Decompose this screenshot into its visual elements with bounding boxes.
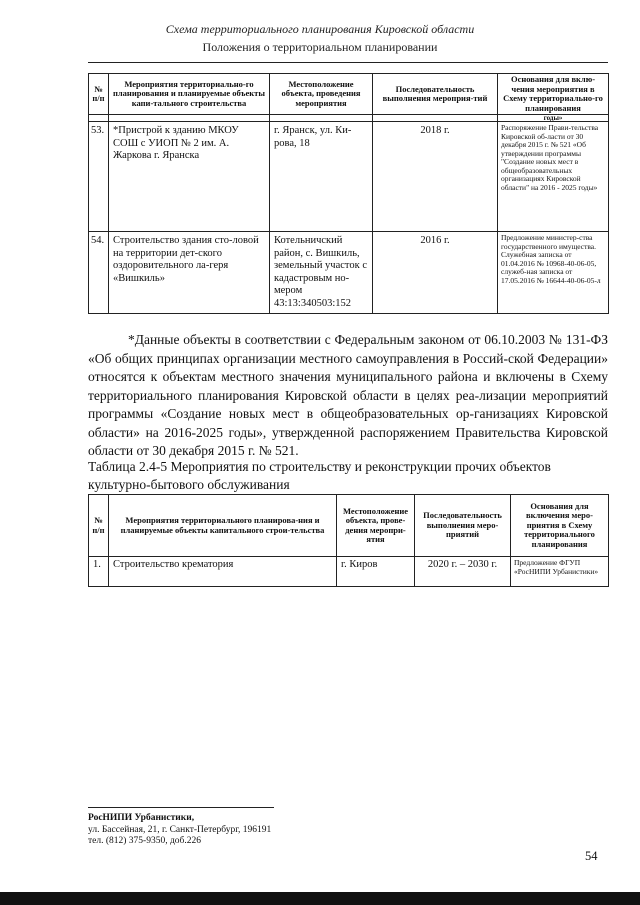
table-row — [89, 232, 609, 314]
running-header-subtitle: Положения о территориальном планировании — [202, 40, 438, 54]
table-caption: Таблица 2.4-5 Мероприятия по строительству и реконструкции прочих объектов культурно-бытового обслуживания — [88, 459, 551, 492]
table-row — [89, 122, 609, 232]
footer — [88, 813, 388, 848]
col-header-num: № п/п — [89, 74, 109, 115]
col-header-location: Местоположение объекта, прове-дения меропри-ятия — [337, 495, 415, 557]
row-basis: Предложение министер-ства государственного имущества. Служебная записка от 01.04.2016 № 10968-40-06-05, служеб-ная записка от 17.05.2016 № 16644-40-06-05-л — [498, 232, 609, 314]
measures-table-continued — [88, 73, 609, 314]
row-measure: Строительство крематория — [109, 557, 337, 587]
scan-bottom-edge — [0, 892, 640, 905]
col-header-basis: Основания для включения меро-приятия в Схему территориального планирования — [511, 495, 609, 557]
row-measure: *Пристрой к зданию МКОУ СОШ с УИОП № 2 им. А. Жаркова г. Яранска — [109, 122, 270, 232]
row-measure: Строительство здания сто-ловой на территории дет-ского оздоровительного ла-геря «Вишкиль» — [109, 232, 270, 314]
col-header-num: № п/п — [89, 495, 109, 557]
footer-rule — [88, 807, 274, 808]
row-basis: Предложение ФГУП «РосНИПИ Урбанистики» — [511, 557, 609, 587]
row-sequence: 2018 г. — [373, 122, 498, 232]
row-number: 1. — [89, 557, 109, 587]
footnote-paragraph — [88, 331, 608, 461]
table-spacer-row — [89, 115, 609, 122]
row-sequence: 2016 г. — [373, 232, 498, 314]
row-location: г. Киров — [337, 557, 415, 587]
page-number: 54 — [585, 849, 598, 863]
culture-facilities-table — [88, 494, 609, 587]
col-header-sequence: Последовательность выполнения мероприя-тий — [373, 74, 498, 115]
table-header-row — [89, 495, 609, 557]
col-header-measure: Мероприятия территориального планирова-ния и планируемые объекты капитального строи-тельства — [109, 495, 337, 557]
table-row — [89, 557, 609, 587]
header-overflow-text: годы» — [498, 115, 609, 122]
running-header-title: Схема территориального планирования Кировской области — [165, 22, 475, 36]
col-header-sequence: Последовательность выполнения меро-приятий — [415, 495, 511, 557]
col-header-measure: Мероприятия территориально-го планирования и планируемые объекты капи-тального строительства — [109, 74, 270, 115]
table-header-row — [89, 74, 609, 115]
footer-org: РосНИПИ Урбанистики, — [88, 813, 195, 823]
footer-phone: тел. (812) 375-9350, доб.226 — [88, 836, 202, 846]
header-rule — [88, 62, 608, 63]
row-location: г. Яранск, ул. Ки-рова, 18 — [270, 122, 373, 232]
col-header-basis: Основания для вклю-чения мероприятия в Схему территориально-го планирования — [498, 74, 609, 115]
row-number: 54. — [89, 232, 109, 314]
row-basis: Распоряжение Прави-тельства Кировской об-ласти от 30 декабря 2015 г. № 521 «Об утверждении программы "Создание новых мест в общеобразовательных организациях Кировской области" на 2016 - 2025 годы» — [498, 122, 609, 232]
row-location: Котельничский район, с. Вишкиль, земельный участок с кадастровым но-мером 43:13:340503:152 — [270, 232, 373, 314]
footer-address: ул. Бассейная, 21, г. Санкт-Петербург, 196191 — [88, 824, 272, 835]
row-number: 53. — [89, 122, 109, 232]
footnote-text: *Данные объекты в соответствии с Федеральным законом от 06.10.2003 № 131-ФЗ «Об общих принципах организации местного самоуправления в Россий-ской Федерации» относятся к объектам местного значения муниципального района и включены в Схему территориального планирования Кировской области в целях реа-лизации мероприятий программы «Создание новых мест в общеобразовательных ор-ганизациях Кировской области» на 2016-2025 годы», утвержденной распоряжением Правительства Кировской области от 30 декабря 2015 г. № 521. — [88, 332, 608, 458]
col-header-location: Местоположение объекта, проведения мероприятия — [270, 74, 373, 115]
row-sequence: 2020 г. – 2030 г. — [415, 557, 511, 587]
